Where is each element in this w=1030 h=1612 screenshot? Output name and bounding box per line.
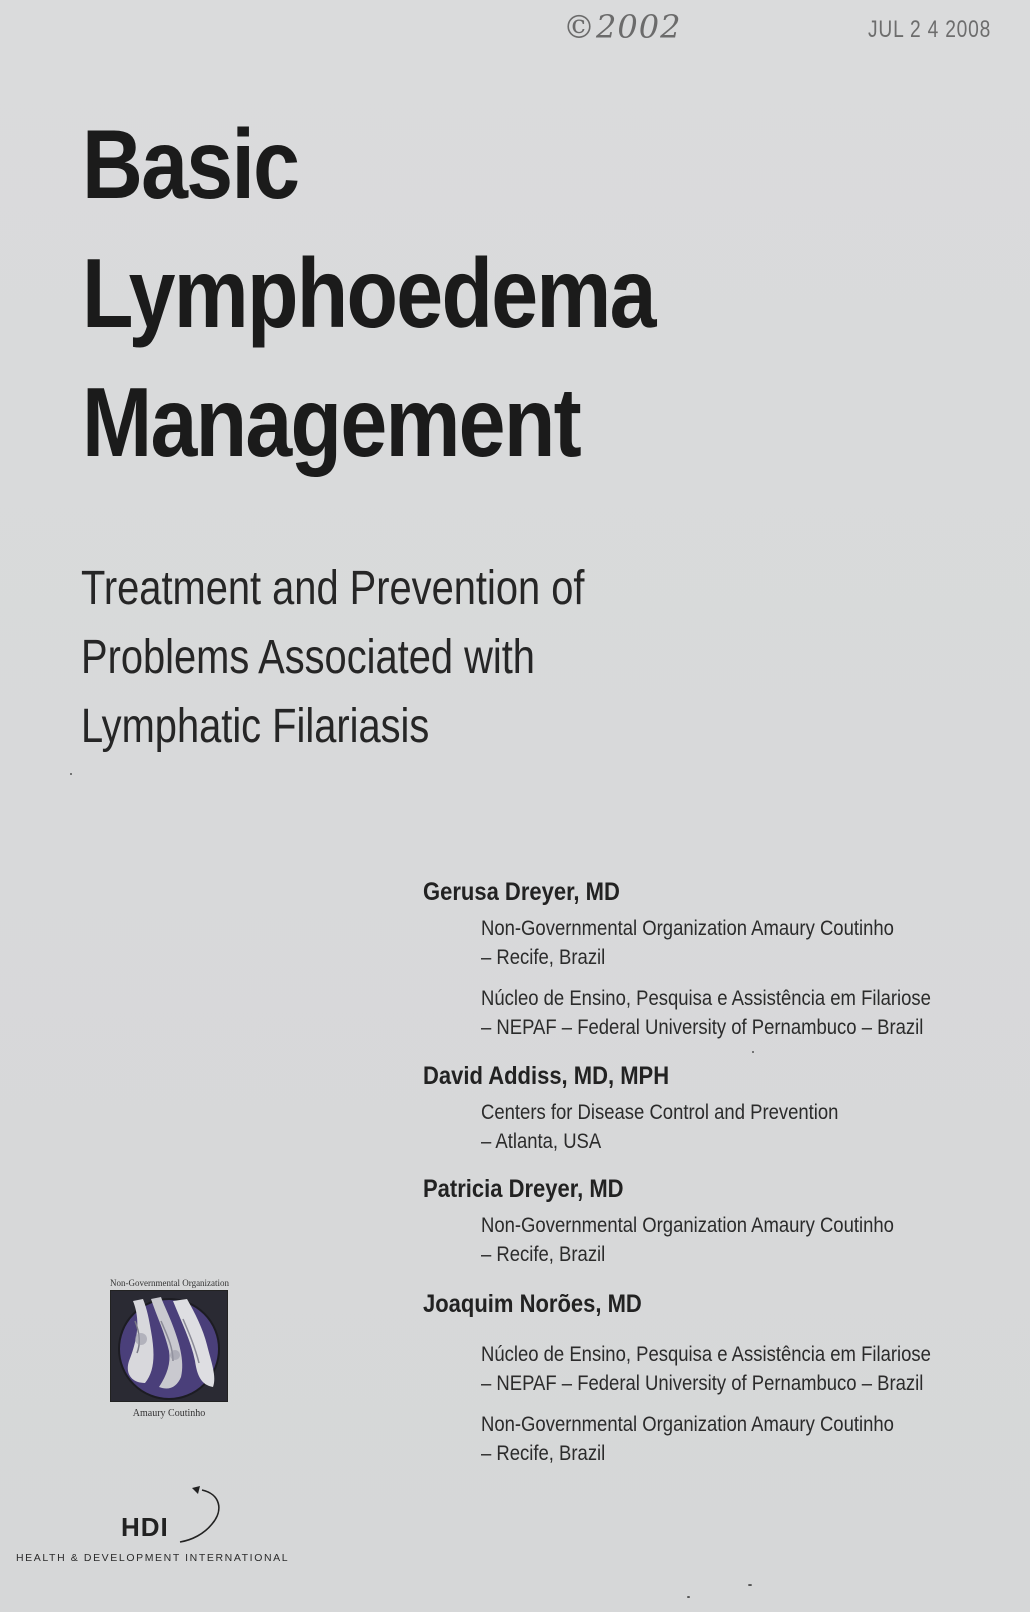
publisher-caption: HEALTH & DEVELOPMENT INTERNATIONAL bbox=[16, 1552, 290, 1564]
author-entry bbox=[423, 878, 647, 908]
page-speck bbox=[687, 1596, 690, 1598]
publisher-logo bbox=[10, 1484, 340, 1564]
page-speck bbox=[70, 773, 72, 775]
page-speck bbox=[748, 1584, 752, 1586]
page-speck bbox=[752, 1051, 754, 1053]
affiliation-line: Núcleo de Ensino, Pesquisa e Assistência em Filariose bbox=[481, 1343, 931, 1366]
subtitle-line: Lymphatic Filariasis bbox=[81, 700, 430, 753]
legs-illustration-icon bbox=[110, 1290, 228, 1402]
author-name: Patricia Dreyer, MD bbox=[423, 1175, 624, 1203]
affiliation-line: – Recife, Brazil bbox=[481, 946, 606, 969]
amaury-coutinho-logo bbox=[110, 1278, 228, 1418]
affiliation-line: – Recife, Brazil bbox=[481, 1442, 606, 1465]
author-name: David Addiss, MD, MPH bbox=[423, 1062, 670, 1090]
author-entry bbox=[423, 1290, 672, 1320]
handwritten-year-stamp: ©2002 bbox=[563, 8, 682, 46]
affiliation-line: – Recife, Brazil bbox=[481, 1243, 606, 1266]
logo-bottom-text: Amaury Coutinho bbox=[132, 1408, 206, 1419]
title-line: Lymphoedema bbox=[82, 238, 655, 348]
author-entry bbox=[423, 1062, 703, 1092]
author-affiliation bbox=[481, 1098, 838, 1156]
affiliation-line: – NEPAF – Federal University of Pernambuco – Brazil bbox=[481, 1372, 924, 1395]
logo-top-text: Non-Governmental Organization bbox=[110, 1278, 230, 1288]
affiliation-line: Núcleo de Ensino, Pesquisa e Assistência em Filariose bbox=[481, 987, 931, 1010]
book-subtitle bbox=[81, 554, 584, 761]
author-affiliation bbox=[481, 984, 931, 1042]
author-affiliation bbox=[481, 1340, 931, 1398]
author-affiliation bbox=[481, 1211, 894, 1269]
author-name: Joaquim Norões, MD bbox=[423, 1290, 642, 1318]
subtitle-line: Treatment and Prevention of bbox=[81, 562, 585, 615]
author-entry bbox=[423, 1175, 651, 1205]
affiliation-line: Non-Governmental Organization Amaury Coutinho bbox=[481, 1413, 894, 1436]
title-line: Management bbox=[82, 367, 580, 477]
hdi-wordmark: HDI bbox=[121, 1512, 169, 1542]
subtitle-line: Problems Associated with bbox=[81, 631, 535, 684]
affiliation-line: Centers for Disease Control and Prevention bbox=[481, 1101, 839, 1124]
affiliation-line: Non-Governmental Organization Amaury Coutinho bbox=[481, 917, 894, 940]
author-name: Gerusa Dreyer, MD bbox=[423, 878, 620, 906]
author-affiliation bbox=[481, 914, 894, 972]
date-stamp: JUL 2 4 2008 bbox=[868, 16, 992, 43]
affiliation-line: – Atlanta, USA bbox=[481, 1130, 602, 1153]
title-line: Basic bbox=[82, 109, 299, 219]
affiliation-line: Non-Governmental Organization Amaury Coutinho bbox=[481, 1214, 894, 1237]
affiliation-line: – NEPAF – Federal University of Pernambuco – Brazil bbox=[481, 1016, 924, 1039]
author-affiliation bbox=[481, 1410, 894, 1468]
book-title bbox=[82, 100, 655, 487]
